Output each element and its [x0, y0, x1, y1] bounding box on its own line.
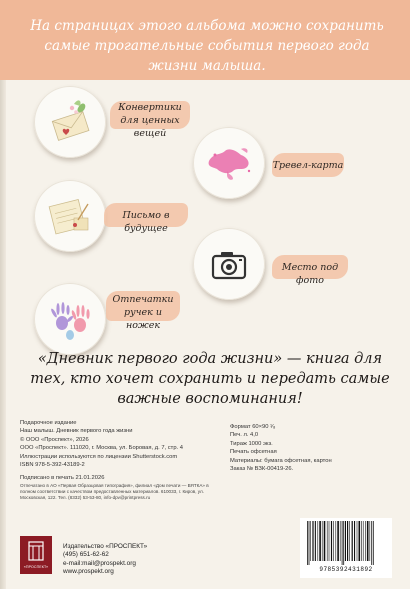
publisher-email[interactable]: e-mail:mail@prospekt.org: [63, 559, 136, 567]
publisher-contacts: [63, 543, 223, 577]
barcode-bar: [345, 521, 346, 561]
barcode-bar: [337, 521, 339, 561]
barcode-bar: [319, 521, 321, 561]
slogan: «Дневник первого года жизни» — книга для тех, кто хочет сохранить и передать самые важные воспоминания!: [30, 351, 390, 407]
logo-text: «ПРОСПЕКТ»: [23, 565, 49, 569]
handprint-icon: [34, 283, 106, 355]
barcode-bar: [367, 521, 369, 561]
publisher-site[interactable]: www.prospekt.org: [63, 568, 114, 576]
barcode-bar: [347, 521, 348, 561]
barcode-bar: [373, 521, 374, 565]
barcode-number: 9785392431892: [319, 566, 373, 573]
barcode-bar: [363, 521, 364, 561]
barcode-bar: [340, 521, 341, 561]
barcode-bar: [329, 521, 330, 561]
feature-label-prints: Отпечатки ручек и ножек: [112, 294, 174, 331]
imprint-illustrations: Иллюстрации используются по лицензии Shutterstock.com: [20, 453, 178, 460]
spine-edge: [0, 0, 6, 589]
barcode-bar: [312, 521, 313, 561]
imprint-copyright: © ООО «Проспект», 2026: [20, 436, 89, 443]
barcode-bar: [315, 521, 316, 561]
barcode-bar: [357, 521, 358, 561]
feature-label-map: Тревел-карта: [272, 160, 344, 171]
imprint-isbn: ISBN 978-5-392-43189-2: [20, 462, 85, 469]
barcode-bar: [324, 521, 326, 561]
publisher-name: Издательство «ПРОСПЕКТ»: [63, 543, 148, 550]
barcode-bar: [371, 521, 372, 565]
map-icon: [193, 127, 265, 199]
imprint-address: ООО «Проспект». 111020, г. Москва, ул. Боровая, д. 7, стр. 4: [20, 445, 184, 452]
barcode-bar: [359, 521, 361, 561]
barcode-bar: [343, 521, 344, 565]
imprint-signed: Подписано в печать 21.01.2026: [20, 475, 105, 482]
barcode-bar: [307, 521, 308, 565]
intro-banner: [0, 0, 410, 80]
barcode: [300, 518, 392, 578]
tech-specs: [230, 423, 400, 473]
spec-sheets: Печ. л. 4,0: [230, 432, 259, 439]
camera-icon: [193, 228, 265, 300]
barcode-bar: [352, 521, 353, 561]
spec-print: Печать офсетная: [230, 449, 277, 456]
barcode-bar: [322, 521, 323, 561]
publisher-phone: (495) 651-62-62: [63, 551, 109, 559]
barcode-bar: [354, 521, 355, 561]
spec-format: Формат 60×90 ¹⁄₈: [230, 424, 276, 430]
barcode-bar: [309, 521, 310, 565]
barcode-bar: [336, 521, 337, 561]
imprint-title: Наш малыш. Дневник первого года жизни: [20, 428, 133, 435]
imprint-edition: Подарочное издание: [20, 420, 77, 426]
barcode-bar: [365, 521, 366, 561]
letter-icon: [34, 180, 106, 252]
spec-order: Заказ № ВЗК-00419-26.: [230, 466, 294, 473]
barcode-bar: [310, 521, 311, 561]
feature-label-photo: Место под фото: [281, 262, 339, 286]
imprint-printing: Отпечатано в АО «Первая Образцовая типография», филиал «Дом печати — ВЯТКА» в полном соответствии с качеством предоставленных материалов. 610033, г. Киров, ул. Московская, 122. Тел. (8332) 53-53-80, info-dpv@printpress.ru: [20, 482, 209, 500]
barcode-bar: [349, 521, 350, 561]
intro-text: На страницах этого альбома можно сохранить самые трогательные события первого года жизни малыша.: [30, 18, 384, 74]
barcode-bar: [361, 521, 362, 561]
barcode-bar: [331, 521, 332, 561]
feature-label-envelopes: Конвертики для ценных вещей: [118, 102, 182, 139]
publisher-logo: [20, 536, 52, 574]
spec-materials: Материалы: бумага офсетная, картон: [230, 457, 332, 464]
barcode-bar: [342, 521, 343, 565]
barcode-bar: [327, 521, 328, 561]
feature-label-letter: Письмо в будущее: [122, 210, 170, 234]
barcode-bar: [318, 521, 319, 561]
imprint-block: [20, 419, 225, 501]
envelope-icon: [34, 86, 106, 158]
barcode-bars: [303, 521, 389, 565]
spec-run: Тираж 1000 экз.: [230, 440, 273, 447]
barcode-bar: [370, 521, 371, 561]
barcode-bar: [333, 521, 334, 561]
